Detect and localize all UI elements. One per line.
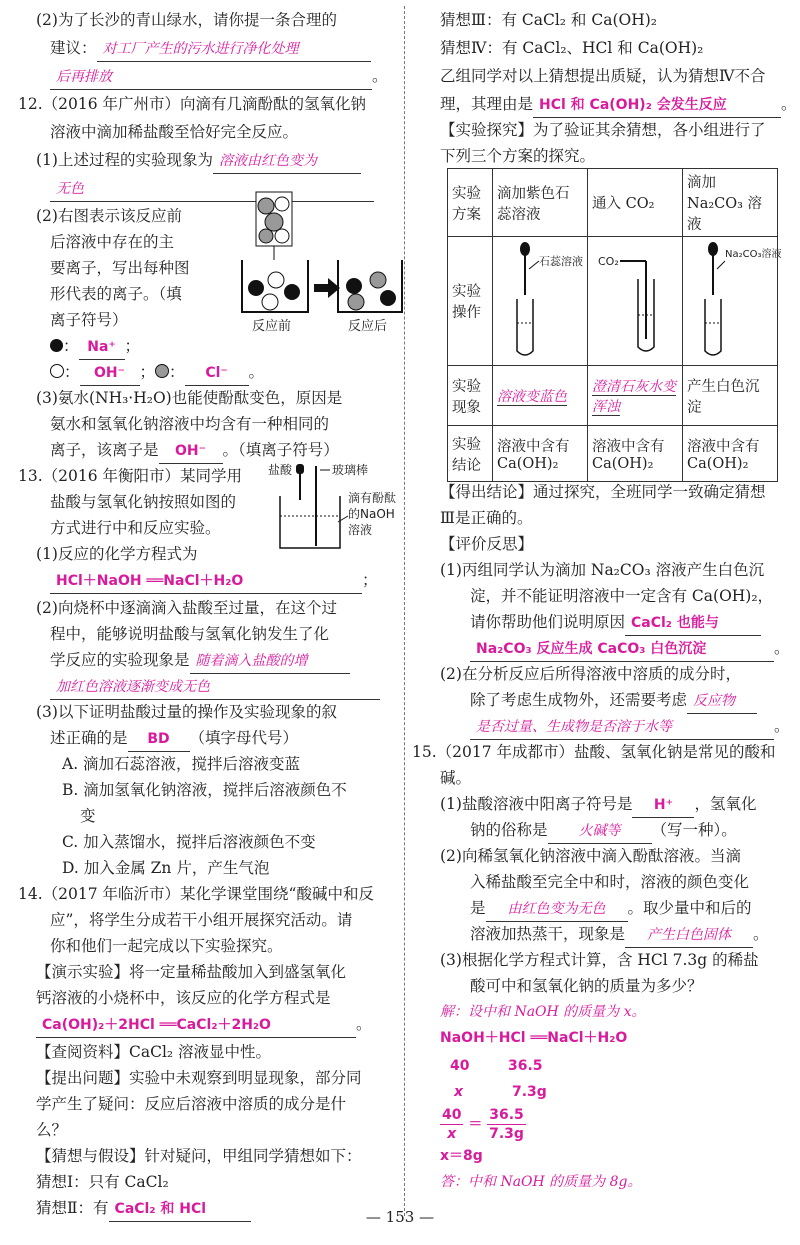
phenomenon-1: 溶液变蓝色 <box>493 366 588 426</box>
beaker-icon <box>280 496 340 548</box>
solution-proportion: $\frac{40}{x}$ ＝ $\frac{36.5}{7.3g}$ <box>442 1107 524 1142</box>
row-head-conclusion: 实验结论 <box>448 426 493 482</box>
q15-part3-line1: (3)根据化学方程式计算，含 HCl 7.3g 的稀盐 <box>440 951 759 969</box>
conclusion-1: 溶液中含有 Ca(OH)₂ <box>493 426 588 482</box>
q15-head-line2: 碱。 <box>440 769 472 787</box>
q14-hypothesis-head: 【猜想与假设】针对疑问，甲组同学猜想如下： <box>36 1147 362 1165</box>
q12-part2-line5: 离子符号） <box>50 311 128 329</box>
q12-head-line1: 12.（2016 年广州市）向滴有几滴酚酞的氢氧化钠 <box>18 95 367 113</box>
fig-label-before: 反应前 <box>252 319 292 334</box>
q12-part3-answer: OH⁻ <box>159 439 223 464</box>
q13-option-a: A. 滴加石蕊溶液，搅拌后溶液变蓝 <box>62 755 301 773</box>
dropper-test-tube-icon <box>497 239 583 359</box>
q15-part2-answer: 由红色变为无色 <box>486 897 628 922</box>
q13-option-b: B. 滴加氢氧化钠溶液，搅拌后溶液颜色不 <box>62 781 347 799</box>
q13-head-line1: 13.（2016 年衡阳市）某同学用 <box>18 467 243 485</box>
q14-demo-line1: 【演示实验】将一定量稀盐酸加入到盛氢氧化 <box>36 963 347 981</box>
q12-ion23-row: ： OH⁻ ； ： Cl⁻ 。 <box>50 360 264 386</box>
q11-answer-line2: 后再排放 <box>50 65 372 90</box>
q13-head-line3: 方式进行中和反应实验。 <box>50 519 221 537</box>
label-solution-2: 的NaOH <box>348 507 395 521</box>
table-row <box>448 426 778 482</box>
page-number: — 153 — <box>365 1208 435 1226</box>
q15-part2-line2: 入稀盐酸至完全中和时，溶液的颜色变化 <box>470 873 750 891</box>
doubt-line1: 乙组同学对以上猜想提出质疑，认为猜想Ⅳ不合 <box>440 67 766 85</box>
q15-part2b-answer: 产生白色固体 <box>625 923 753 948</box>
beaker-before-icon <box>242 260 308 312</box>
q13-equation-answer: HCl＋NaOH ══NaCl＋H₂O <box>50 569 362 594</box>
q13-part2-line1: (2)向烧杯中逐滴滴入盐酸至过量，在这个过 <box>36 599 337 617</box>
q13-part1: (1)反应的化学方程式为 <box>36 545 198 563</box>
dropper-icon <box>256 192 292 260</box>
row-head-phenomenon: 实验现象 <box>448 366 493 426</box>
row-head-operation: 实验操作 <box>448 237 493 366</box>
reflect1-line2: 淀，并不能证明溶液中一定含有 Ca(OH)₂， <box>470 587 774 605</box>
row-head-plan: 实验方案 <box>448 169 493 237</box>
q14-demo-answer: Ca(OH)₂＋2HCl ══CaCl₂＋2H₂O <box>36 1013 356 1038</box>
q14-hypothesis-2-answer: CaCl₂ 和 HCl <box>109 1197 251 1222</box>
q13-part2-answer-1: 随着滴入盐酸的增 <box>190 649 350 674</box>
operation-3 <box>683 237 782 366</box>
reflect2-answer-2: 是否过量、生成物是否溶于水等 <box>470 715 774 740</box>
q12-part2-line4: 形代表的离子。（填 <box>50 285 182 303</box>
q14-head-line1: 14.（2017 年临沂市）某化学课堂围绕“酸碱中和反 <box>18 885 374 903</box>
operation-1 <box>493 237 588 366</box>
conclusion-3: 溶液中含有 Ca(OH)₂ <box>683 426 778 482</box>
dropper-bulb-icon <box>296 464 304 474</box>
q14-hypothesis-2: 猜想Ⅱ：有 CaCl₂ 和 HCl <box>36 1196 251 1222</box>
plan-3: 滴加 Na₂CO₃ 溶液 <box>683 169 778 237</box>
explore-line2: 下列三个方案的探究。 <box>440 147 596 165</box>
solution-result: x＝8g <box>440 1148 483 1164</box>
q13-part3-answer: BD <box>128 727 190 752</box>
q12-part2-line2: 后溶液中存在的主 <box>50 233 175 251</box>
q11-part2-line2: 建议： 对工厂产生的污水进行净化处理 <box>50 36 371 62</box>
plan-1: 滴加紫色石蕊溶液 <box>493 169 588 237</box>
doubt-answer: HCl 和 Ca(OH)₂ 会发生反应 <box>533 93 781 118</box>
q11-part2-line3: 后再排放 。 <box>50 64 388 90</box>
q12-head-line2: 溶液中滴加稀盐酸至恰好完全反应。 <box>50 123 299 141</box>
reflect1-answer-1: CaCl₂ 也能与 <box>625 611 761 636</box>
q12-part2-line3: 要离子，写出每种图 <box>50 259 190 277</box>
label-acid: 盐酸 <box>268 463 293 477</box>
label-solution-1: 滴有酚酞 <box>348 491 397 505</box>
q14-question-line3: 么？ <box>36 1121 68 1139</box>
table-row <box>448 237 778 366</box>
black-circle-icon <box>50 339 63 352</box>
q14-question-line2: 学产生了疑问：反应后溶液中溶质的成分是什 <box>36 1095 347 1113</box>
experiment-table <box>447 168 782 482</box>
q13-option-c: C. 加入蒸馏水，搅拌后溶液颜色不变 <box>62 833 316 851</box>
solution-line1: 解：设中和 NaOH 的质量为 x。 <box>440 1004 646 1020</box>
reflect1-line1: (1)丙组同学认为滴加 Na₂CO₃ 溶液产生白色沉 <box>440 561 765 579</box>
q14-question-line1: 【提出问题】实验中未观察到明显现象，部分同 <box>36 1069 362 1087</box>
solution-answer: 答：中和 NaOH 的质量为 8g。 <box>440 1174 642 1190</box>
explore-line1: 【实验探究】为了验证其余猜想，各小组进行了 <box>440 121 766 139</box>
op-label-litmus: 石蕊溶液 <box>539 255 583 268</box>
reflect-head: 【评价反思】 <box>440 535 534 553</box>
q12-part3-line1: (3)氨水(NH₃·H₂O)也能使酚酞变色，原因是 <box>36 389 343 407</box>
q12-part1-answer-1: 溶液由红色变为 <box>213 149 361 174</box>
q12-ion1-row: ： Na⁺ ； <box>50 334 140 360</box>
q12-part3-line2: 氨水和氢氧化钠溶液中均含有一种相同的 <box>50 415 330 433</box>
reflect2-answer-1: 反应物 <box>687 689 757 714</box>
label-solution-3: 溶液 <box>348 523 373 537</box>
operation-2 <box>588 237 683 366</box>
q13-head-line2: 盐酸与氢氧化钠按照如图的 <box>50 493 237 511</box>
q15-part3-line2: 酸可中和氢氧化钠的质量为多少？ <box>470 977 703 995</box>
phenomenon-3: 产生白色沉淀 <box>683 366 778 426</box>
fig-label-after: 反应后 <box>348 319 388 334</box>
q14-head-line3: 你和他们一起完成以下实验探究。 <box>50 937 283 955</box>
q15-part1-answer: H⁺ <box>632 793 694 818</box>
reflect2-line1: (2)在分析反应后所得溶液中溶质的成分时， <box>440 665 741 683</box>
doubt-line2: 理，其理由是 HCl 和 Ca(OH)₂ 会发生反应 。 <box>440 92 797 118</box>
beaker-after-icon <box>338 260 402 312</box>
q13-part2-line3: 学反应的实验现象是 随着滴入盐酸的增 <box>50 648 350 674</box>
q14-head-line2: 应”，将学生分成若干小组开展探究活动。请 <box>50 911 353 929</box>
reflect1-answer-2: Na₂CO₃ 反应生成 CaCO₃ 白色沉淀 <box>470 637 774 662</box>
table-row <box>448 366 778 426</box>
solution-equation: NaOH＋HCl ══NaCl＋H₂O <box>440 1030 628 1046</box>
q13-option-b-cont: 变 <box>80 807 96 825</box>
q15-part1-line1: (1)盐酸溶液中阳离子符号是 H⁺ ，氢氧化 <box>440 792 756 818</box>
solution-var-x: x <box>454 1084 464 1100</box>
hypothesis-3: 猜想Ⅲ：有 CaCl₂ 和 Ca(OH)₂ <box>440 11 657 29</box>
q15-part2-line4: 溶液加热蒸干，现象是 产生白色固体 。 <box>470 922 769 948</box>
reflect2-line3: 是否过量、生成物是否溶于水等 。 <box>470 714 790 740</box>
q13-beaker-diagram <box>262 460 398 552</box>
plan-2: 通入 CO₂ <box>588 169 683 237</box>
q12-part1: (1)上述过程的实验现象为 溶液由红色变为 <box>36 148 361 174</box>
reflect1-line3: 请你帮助他们说明原因 CaCl₂ 也能与 <box>470 610 761 636</box>
result-line2: Ⅲ是正确的。 <box>440 509 533 527</box>
q13-part3-line1: (3)以下证明盐酸过量的操作及实验现象的叙 <box>36 703 337 721</box>
q15-part1b-answer: 火碱等 <box>548 819 652 844</box>
q11-answer-line1: 对工厂产生的污水进行净化处理 <box>97 37 371 62</box>
arrow-right-icon <box>314 278 340 298</box>
q15-head-line1: 15.（2017 年成都市）盐酸、氢氧化钠是常见的酸和 <box>412 743 776 761</box>
conclusion-2: 溶液中含有 Ca(OH)₂ <box>588 426 683 482</box>
solution-7-3g: 7.3g <box>512 1084 547 1100</box>
reflect2-line2: 除了考虑生成物外，还需要考虑 反应物 <box>470 688 757 714</box>
q15-part1-line2: 钠的俗称是 火碱等 （写一种）。 <box>470 818 737 844</box>
q13-option-d: D. 加入金属 Zn 片，产生气泡 <box>62 859 270 877</box>
q14-demo-line2: 钙溶液的小烧杯中，该反应的化学方程式是 <box>36 989 331 1007</box>
q13-part1-answer-row: HCl＋NaOH ══NaCl＋H₂O ； <box>50 568 378 594</box>
q12-part1-answer-2: 无色 <box>50 177 374 202</box>
q13-part2-line4 <box>50 674 380 700</box>
q12-part2-line1: (2)右图表示该反应前 <box>36 207 182 225</box>
q13-part2-answer-2: 加红色溶液逐渐变成无色 <box>50 675 380 700</box>
q15-part2-line1: (2)向稀氢氧化钠溶液中滴入酚酞溶液。当滴 <box>440 847 741 865</box>
q11-part2-line1: (2)为了长沙的青山绿水，请你提一条合理的 <box>36 11 337 29</box>
op-label-co2: CO₂ <box>598 255 619 268</box>
phenomenon-2: 澄清石灰水变浑浊 <box>588 366 683 426</box>
result-line1: 【得出结论】通过探究，全班同学一致确定猜想 <box>440 483 766 501</box>
hypothesis-4: 猜想Ⅳ：有 CaCl₂、HCl 和 Ca(OH)₂ <box>440 39 704 57</box>
column-divider <box>404 6 405 1216</box>
table-row <box>448 169 778 237</box>
solution-mass-36-5: 36.5 <box>508 1058 543 1074</box>
gray-circle-icon <box>155 364 169 378</box>
q14-hypothesis-1: 猜想Ⅰ：只有 CaCl₂ <box>36 1173 169 1191</box>
q13-part3-line2: 述正确的是 BD （填字母代号） <box>50 726 298 752</box>
q14-info: 【查阅资料】CaCl₂ 溶液显中性。 <box>36 1043 272 1061</box>
q15-part2-line3: 是 由红色变为无色 。取少量中和后的 <box>470 896 752 922</box>
q12-ion3-answer: Cl⁻ <box>185 361 249 386</box>
q12-ion1-answer: Na⁺ <box>79 335 125 360</box>
solution-mass-40: 40 <box>450 1058 470 1074</box>
q12-part3-line3: 离子，该离子是 OH⁻ 。（填离子符号） <box>50 438 339 464</box>
na2co3-test-tube-icon <box>687 239 782 359</box>
white-circle-icon <box>50 364 64 378</box>
q14-demo-answer-row: Ca(OH)₂＋2HCl ══CaCl₂＋2H₂O 。 <box>36 1012 372 1038</box>
q12-ion2-answer: OH⁻ <box>80 361 140 386</box>
q12-ion-diagram <box>232 188 404 336</box>
q13-part2-line2: 程中，能够说明盐酸与氢氧化钠发生了化 <box>50 625 330 643</box>
op-label-na2co3: Na₂CO₃溶液 <box>725 249 782 260</box>
label-rod: 玻璃棒 <box>332 463 369 477</box>
co2-test-tube-icon <box>592 239 678 359</box>
reflect1-line4: Na₂CO₃ 反应生成 CaCO₃ 白色沉淀 。 <box>470 636 790 662</box>
